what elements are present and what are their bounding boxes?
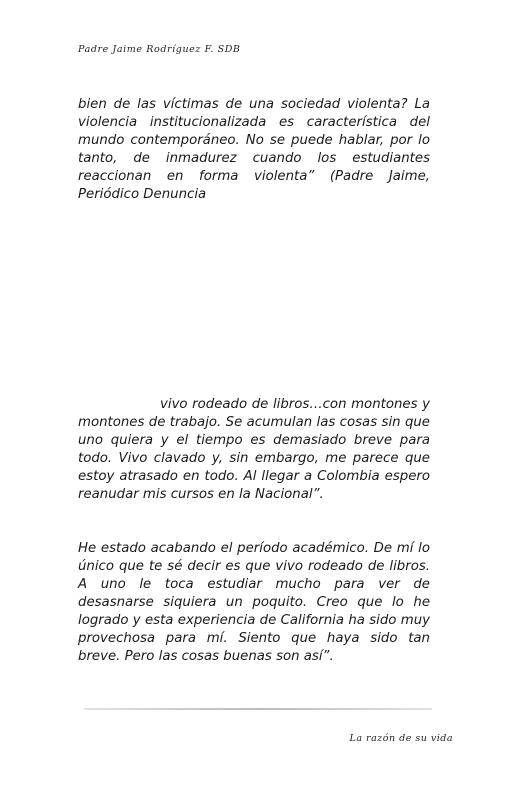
- running-header: Padre Jaime Rodríguez F. SDB: [78, 44, 241, 55]
- running-footer: La razón de su vida: [349, 733, 453, 744]
- paragraph-academic-period: He estado acabando el período académico. De mí lo único que te sé decir es que vivo rodeado de libros. A uno le toca estudiar mucho para ver de desasnarse siquiera un poquito. Creo que lo he logrado y esta experiencia de California ha sido muy provechosa para mí. Siento que haya sido tan breve. Pero las cosas buenas son así”.: [78, 541, 430, 664]
- paragraph-violence-quote: bien de las víctimas de una sociedad violenta? La violencia institucionalizada es característica del mundo contemporáneo. No se puede hablar, por lo tanto, de inmadurez cuando los estudiantes reaccionan en forma violenta” (Padre Jaime, Periódico Denuncia: [78, 97, 430, 202]
- footer-divider: [84, 708, 432, 710]
- paragraph-books-work: vivo rodeado de libros…con montones y montones de trabajo. Se acumulan las cosas sin que uno quiera y el tiempo es demasiado breve para todo. Vivo clavado y, sin embargo, me parece que estoy atrasado en todo. Al llegar a Colombia espero reanudar mis cursos en la Nacional”.: [78, 397, 430, 502]
